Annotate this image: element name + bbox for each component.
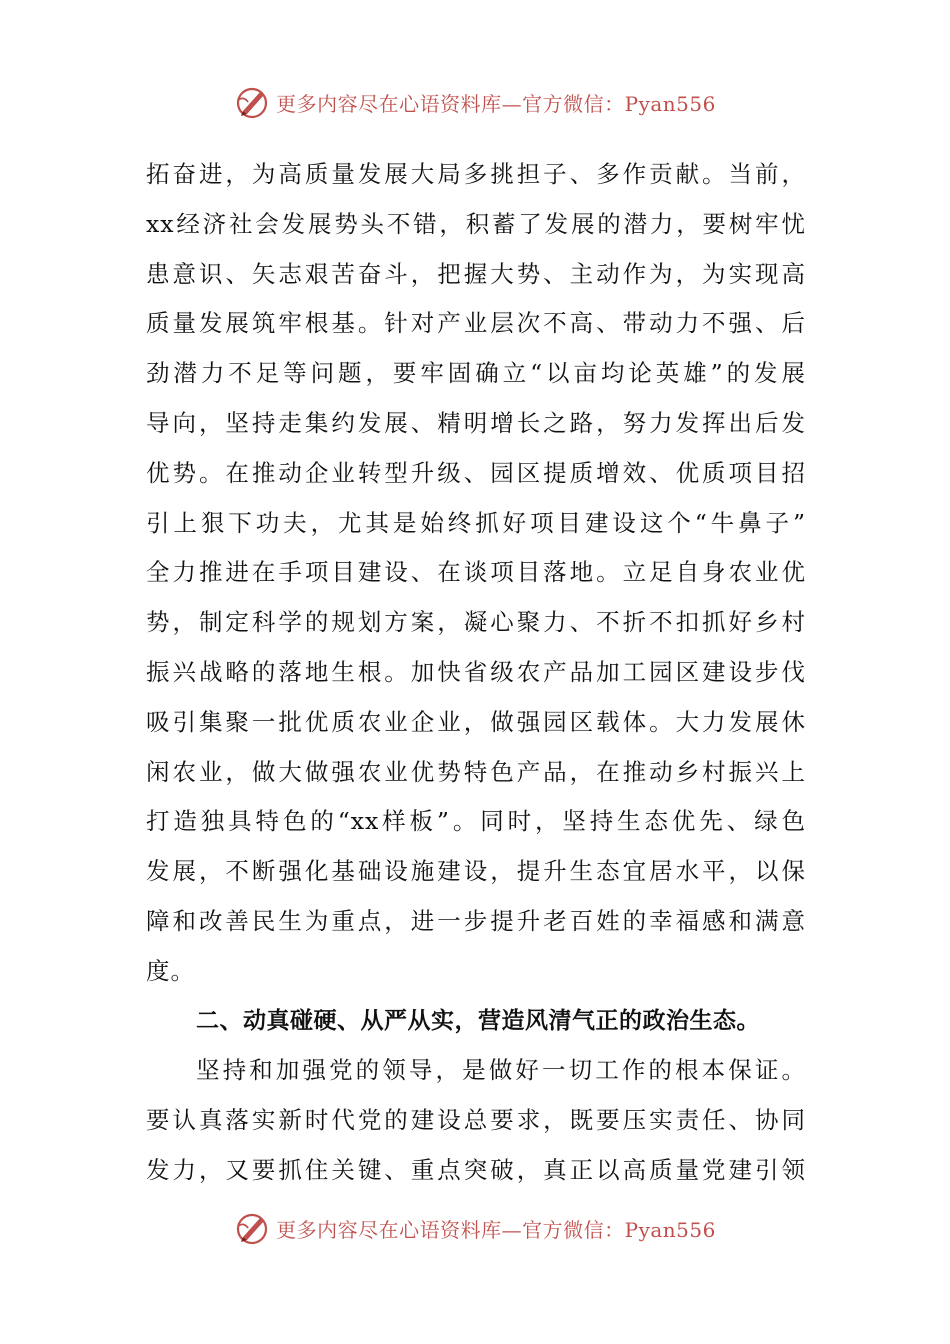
paragraph-line: 势，制定科学的规划方案，凝心聚力、不折不扣抓好乡村	[146, 608, 806, 637]
pen-logo-icon	[234, 1210, 270, 1246]
banner-text: 更多内容尽在心语资料库—官方微信：Pyan556	[276, 91, 716, 116]
paragraph-line: 障和改善民生为重点，进一步提升老百姓的幸福感和满意	[146, 906, 806, 935]
paragraph-line: 闲农业，做大做强农业优势特色产品，在推动乡村振兴上	[146, 757, 806, 786]
paragraph-line: 优势。在推动企业转型升级、园区提质增效、优质项目招	[146, 458, 806, 487]
header-watermark-banner	[0, 82, 950, 122]
paragraph-line: 发展，不断强化基础设施建设，提升生态宜居水平，以保	[146, 857, 806, 886]
paragraph-line: 拓奋进，为高质量发展大局多挑担子、多作贡献。当前，	[146, 160, 806, 188]
paragraph-line: 劲潜力不足等问题，要牢固确立“以亩均论英雄”的发展	[146, 359, 806, 388]
paragraph-line: 引上狠下功夫，尤其是始终抓好项目建设这个“牛鼻子”	[146, 508, 806, 537]
paragraph-line: 坚持和加强党的领导，是做好一切工作的根本保证。	[196, 1056, 806, 1085]
paragraph-line: 发力，又要抓住关键、重点突破，真正以高质量党建引领	[146, 1155, 806, 1184]
banner-text: 更多内容尽在心语资料库—官方微信：Pyan556	[276, 1217, 716, 1242]
paragraph-line: 打造独具特色的“xx样板”。同时，坚持生态优先、绿色	[146, 807, 806, 836]
paragraph-line: 要认真落实新时代党的建设总要求，既要压实责任、协同	[146, 1106, 806, 1135]
paragraph-line: 吸引集聚一批优质农业企业，做强园区载体。大力发展休	[146, 707, 806, 736]
section-heading: 二、动真碰硬、从严从实，营造风清气正的政治生态。	[196, 1007, 760, 1034]
paragraph-line: 患意识、矢志艰苦奋斗，把握大势、主动作为，为实现高	[146, 259, 806, 288]
paragraph-line: 导向，坚持走集约发展、精明增长之路，努力发挥出后发	[146, 408, 806, 437]
pen-logo-icon	[234, 84, 270, 120]
footer-watermark-banner	[0, 1208, 950, 1248]
paragraph-line: 全力推进在手项目建设、在谈项目落地。立足自身农业优	[146, 558, 806, 587]
paragraph-line: 振兴战略的落地生根。加快省级农产品加工园区建设步伐	[146, 657, 806, 686]
paragraph-line: 质量发展筑牢根基。针对产业层次不高、带动力不强、后	[146, 309, 806, 338]
paragraph-line: 度。	[146, 956, 195, 985]
document-body	[146, 150, 806, 1196]
paragraph-line: xx经济社会发展势头不错，积蓄了发展的潜力，要树牢忧	[146, 209, 806, 238]
